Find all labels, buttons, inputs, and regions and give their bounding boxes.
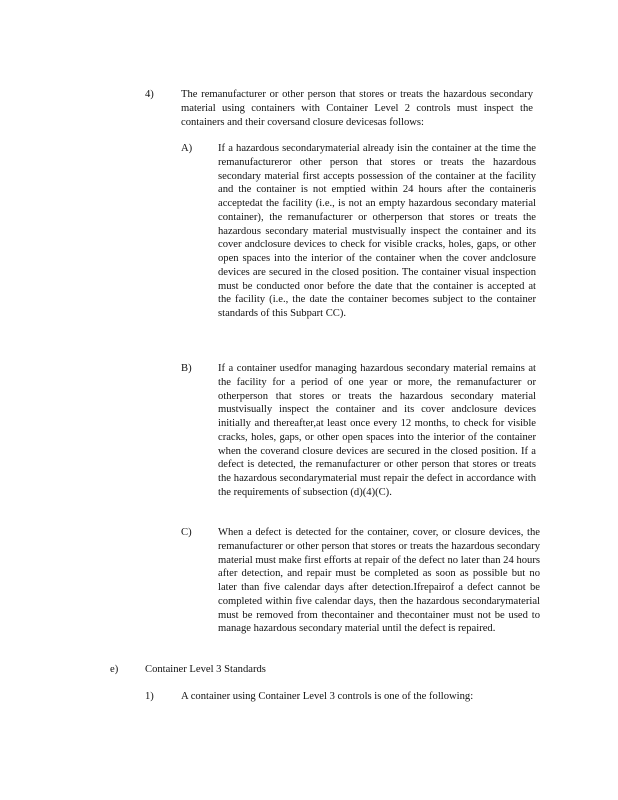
subitem-c-label: C) [181,527,192,538]
item-1-label: 1) [145,691,154,702]
subitem-a-text: If a hazardous secondarymaterial already isin the container at the time the remanufactureror other person that stores or treats the hazardous secondary material first accepts possession of the container at the facility and the container is not emptied within 24 hours after the containeris acceptedat the facility (i.e., is not an empty hazardous secondary material container), the remanufacturer or otherperson that stores or treats the hazardous secondary material mustvisually inspect the container and its cover andclosure devices to check for visible cracks, holes, gaps, or other open spaces into the interior of the container when the cover andclosure devices are secured in the closed position. The container visual inspection must be conducted onor before the date that the container is accepted at the facility (i.e., the date the container becomes subject to the container standards of this Subpart CC). [218,143,536,319]
section-e-label: e) [110,664,119,675]
item-1-text: A container using Container Level 3 controls is one of the following: [181,691,474,702]
subitem-b-text: If a container usedfor managing hazardous secondary material remains at the facility for a period of one year or more, the remanufacturer or otherperson that stores or treats the hazardous secondary material mustvisually inspect the container and its cover andclosure devices initially and thereafter,at least once every 12 months, to check for visible cracks, holes, gaps, or other open spaces into the interior of the container when the coverand closure devices are secured in the closed position. If a defect is detected, the remanufacturer or other person that stores or treats the hazardous secondarymaterial must repair the defect in accordance with the requirements of subsection (d)(4)(C). [218,363,536,498]
subitem-a-label: A) [181,143,193,154]
subitem-b-label: B) [181,363,192,374]
section-e-title: Container Level 3 Standards [145,664,266,675]
item-4-label: 4) [145,89,154,100]
item-4-text: The remanufacturer or other person that stores or treats the hazardous secondary material using containers with Container Level 2 controls must inspect the containers and their coversand closure devicesas follows: [181,89,533,128]
subitem-c-text: When a defect is detected for the container, cover, or closure devices, the remanufacturer or other person that stores or treats the hazardous secondary material must make first efforts at repair of the defect no later than 24 hours after detection, and repair must be completed as soon as possible but no later than five calendar days after detection.Ifrepairof a defect cannot be completed within five calendar days, then the hazardous secondarymaterial must be removed from thecontainer and thecontainer must not be used to manage hazardous secondary material until the defect is repaired. [218,527,540,635]
